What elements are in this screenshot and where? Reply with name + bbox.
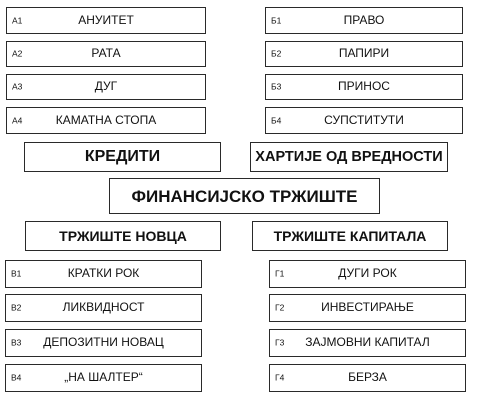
term-box-v2 [5,294,202,322]
heading-credits [24,142,221,172]
term-label: ПРИНОС [338,79,390,94]
term-label: АНУИТЕТ [78,12,134,27]
term-label: РАТА [91,46,121,61]
term-code: Г4 [275,372,285,383]
term-code: Б3 [271,81,282,92]
term-label: КРАТКИ РОК [67,266,140,281]
term-label: „НА ШАЛТЕР“ [64,370,143,385]
term-box-v1 [5,260,202,288]
heading-capital-market-text: ТРЖИШТЕ КАПИТАЛА [273,228,427,244]
heading-financial-market [109,178,380,214]
term-code: В3 [11,337,22,348]
term-label: ПАПИРИ [338,46,390,61]
term-box-g4 [269,364,466,392]
heading-money-market [25,221,221,251]
term-box-b2 [265,41,463,67]
heading-money-market-text: ТРЖИШТЕ НОВЦА [59,228,187,244]
term-label: БЕРЗА [348,370,387,385]
term-label: СУПСТИТУТИ [324,112,404,127]
term-code: А3 [12,81,23,92]
term-box-b4 [265,107,463,134]
term-label: ПРАВО [343,12,385,27]
term-box-a2 [6,41,206,67]
term-box-v4 [5,364,202,392]
term-label: ДЕПОЗИТНИ НОВАЦ [43,335,164,350]
term-box-g3 [269,329,466,357]
heading-financial-market-text: ФИНАНСИЈСКО ТРЖИШТЕ [131,186,358,206]
term-code: Г2 [275,302,285,313]
term-code: А4 [12,115,23,126]
term-label: ДУГ [94,79,118,94]
term-code: Г3 [275,337,285,348]
term-code: Б1 [271,15,282,26]
term-label: КАМАТНА СТОПА [55,112,157,127]
term-box-v3 [5,329,202,357]
term-code: Г1 [275,268,285,279]
term-box-b1 [265,7,463,34]
term-code: В2 [11,302,22,313]
term-label: ДУГИ РОК [338,266,397,281]
term-code: А1 [12,15,23,26]
term-code: В4 [11,372,22,383]
term-label: ИНВЕСТИРАЊЕ [321,300,414,315]
term-code: Б4 [271,115,282,126]
term-box-g1 [269,260,466,288]
term-label: ЗАЈМОВНИ КАПИТАЛ [305,335,430,350]
term-box-a4 [6,107,206,134]
term-code: В1 [11,268,22,279]
term-box-b3 [265,74,463,100]
heading-capital-market [252,221,448,251]
heading-securities [250,142,448,172]
heading-credits-text: КРЕДИТИ [84,148,161,165]
heading-securities-text: ХАРТИЈЕ ОД ВРЕДНОСТИ [255,148,443,165]
term-box-g2 [269,294,466,322]
term-box-a1 [6,7,206,34]
term-label: ЛИКВИДНОСТ [62,300,145,315]
term-code: А2 [12,48,23,59]
term-box-a3 [6,74,206,100]
term-code: Б2 [271,48,282,59]
